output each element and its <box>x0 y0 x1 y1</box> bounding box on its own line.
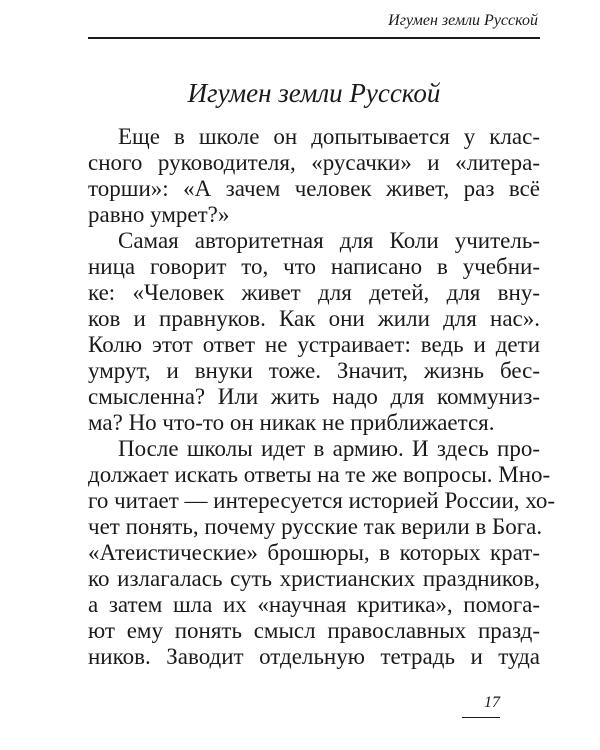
text-line: Самая авторитетная для Коли учитель- <box>118 228 540 253</box>
text-line: «Атеистические» брошюры, в которых крат- <box>88 540 540 565</box>
text-line: ников. Заводит отдельную тетрадь и туда <box>88 644 540 669</box>
text-line: ница говорит то, что написано в учебни- <box>88 254 540 279</box>
text-line: После школы идет в армию. И здесь про- <box>118 436 540 461</box>
body-text <box>88 124 556 670</box>
text-line: Колю этот ответ не устраивает: ведь и дети <box>88 332 540 357</box>
chapter-title: Игумен земли Русской <box>187 78 441 108</box>
text-line: смысленна? Или жить надо для коммуниз- <box>88 384 540 409</box>
footer-rule <box>462 717 500 718</box>
text-line: ют ему понять смысл православных празд- <box>88 618 540 643</box>
text-line: торши»: «А зачем человек живет, раз всё <box>88 176 540 201</box>
page-number: 17 <box>484 694 500 711</box>
text-line: а затем шла их «научная критика», помога- <box>88 592 540 617</box>
text-line: Еще в школе он допытывается у клас- <box>118 124 540 149</box>
text-line: сного руководителя, «русачки» и «литера- <box>88 150 540 175</box>
text-line: чет понять, почему русские так верили в Бога. <box>88 514 543 539</box>
text-line: равно умрет?» <box>88 202 230 227</box>
text-line: должает искать ответы на те же вопросы. Мно- <box>88 462 551 487</box>
text-line: ке: «Человек живет для детей, для вну- <box>88 280 540 305</box>
running-header: Игумен земли Русской <box>388 12 538 29</box>
text-line: ко излагалась суть христианских праздников, <box>88 566 540 591</box>
text-line: ма? Но что-то он никак не приближается. <box>88 410 495 435</box>
text-line: ков и правнуков. Как они жили для нас». <box>88 306 540 331</box>
text-line: го читает — интересуется историей России, хо- <box>88 488 556 513</box>
header-rule <box>88 37 540 39</box>
text-line: умрут, и внуки тоже. Значит, жизнь бес- <box>88 358 540 383</box>
